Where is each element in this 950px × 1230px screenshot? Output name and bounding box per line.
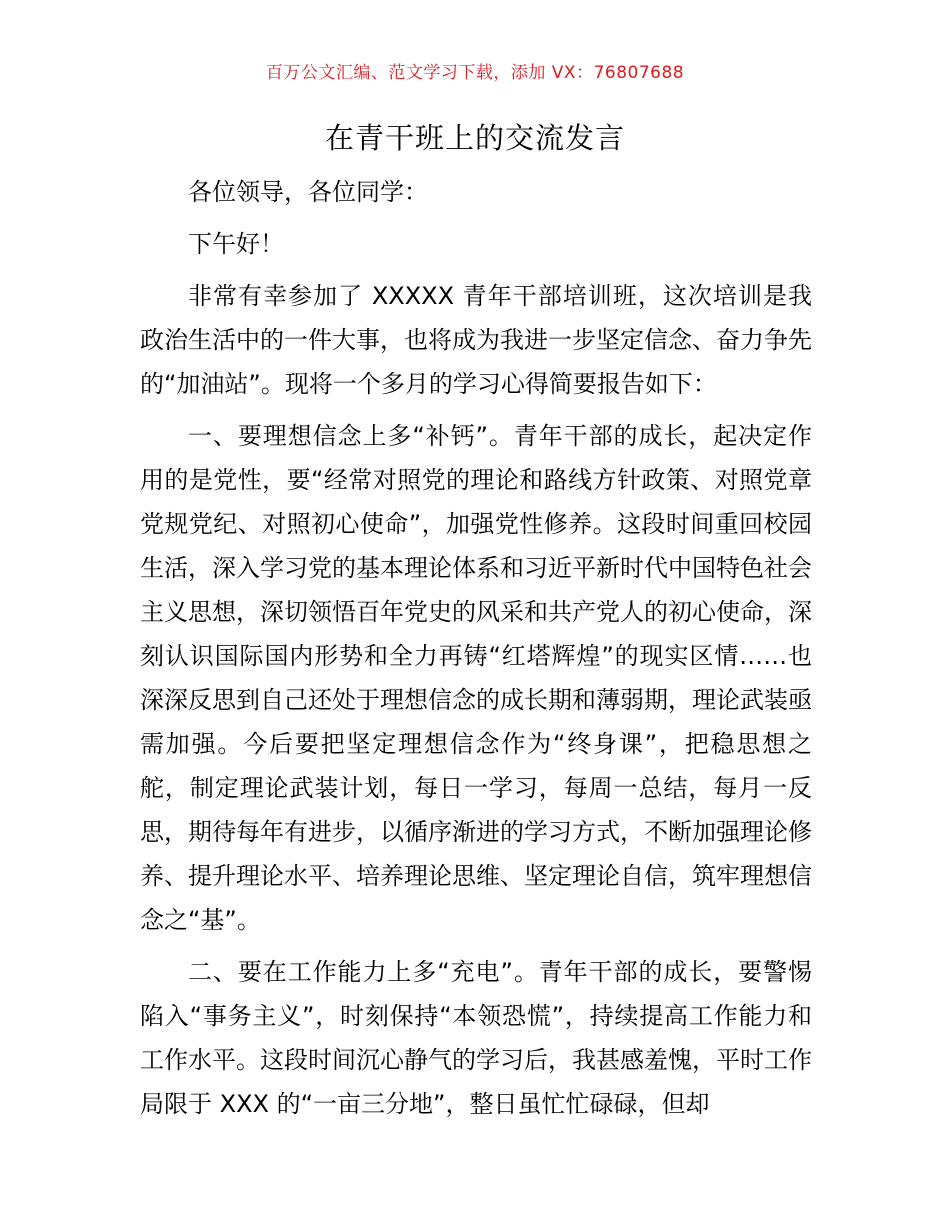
paragraph-section-one: 一、要理想信念上多“补钙”。青年干部的成长，起决定作用的是党性，要“经常对照党的理论和路线方针政策、对照党章党规党纪、对照初心使命”，加强党性修养。这段时间重回校园生活，深入学习党的基本理论体系和习近平新时代中国特色社会主义思想，深切领悟百年党史的风采和共产党人的初心使命，深刻认识国际国内形势和全力再铸“红塔辉煌”的现实区情……也深深反思到自己还处于理想信念的成长期和薄弱期，理论武装亟需加强。今后要把坚定理想信念作为“终身课”，把稳思想之舵，制定理论武装计划，每日一学习，每周一总结，每月一反思，期待每年有进步，以循序渐进的学习方式，不断加强理论修养、提升理论水平、培养理论思维、坚定理论自信，筑牢理想信念之“基”。 [140,422,812,934]
paragraph-section-two: 二、要在工作能力上多“充电”。青年干部的成长，要警惕陷入“事务主义”，时刻保持“本领恐慌”，持续提高工作能力和工作水平。这段时间沉心静气的学习后，我甚感羞愧，平时工作局限于 XXX 的“一亩三分地”，整日虽忙忙碌碌，但却 [140,958,812,1118]
paragraph-intro: 非常有幸参加了 XXXXX 青年干部培训班，这次培训是我政治生活中的一件大事，也将成为我进一步坚定信念、奋力争先的“加油站”。现将一个多月的学习心得简要报告如下： [140,282,812,398]
promo-banner: 百万公文汇编、范文学习下载，添加 VX：76807688 [265,63,685,83]
document-body [140,170,812,1126]
salutation: 各位领导，各位同学： [188,178,428,206]
greeting: 下午好！ [188,230,284,258]
document-title: 在青干班上的交流发言 [324,121,625,155]
